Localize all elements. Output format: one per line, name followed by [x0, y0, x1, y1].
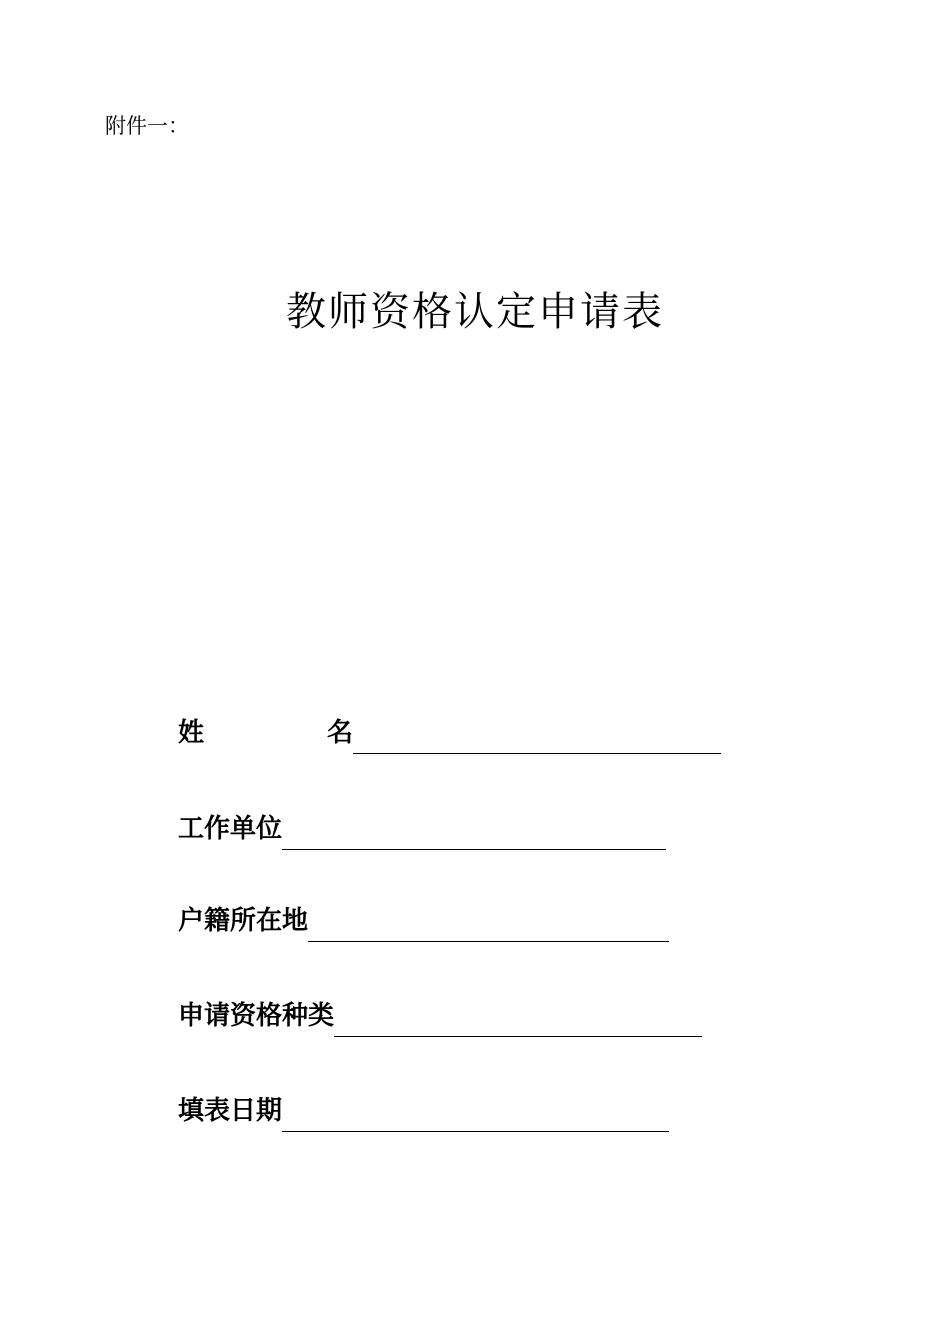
- qualification-type-field: [178, 999, 702, 1033]
- work-unit-field: [178, 812, 666, 846]
- name-field: [178, 716, 721, 750]
- work-unit-label: 工作单位: [178, 814, 283, 844]
- household-registration-label: 户籍所在地: [178, 906, 309, 936]
- attachment-label: 附件一：: [105, 114, 189, 138]
- work-unit-input-line[interactable]: [282, 821, 666, 850]
- household-registration-field: [178, 904, 669, 938]
- name-input-line[interactable]: [353, 725, 721, 754]
- name-label-char-2: 名: [326, 718, 353, 748]
- fill-date-field: [178, 1094, 669, 1128]
- household-registration-input-line[interactable]: [308, 913, 669, 942]
- fill-date-label: 填表日期: [178, 1096, 283, 1126]
- name-label: [178, 716, 353, 750]
- qualification-type-input-line[interactable]: [334, 1008, 702, 1037]
- fill-date-input-line[interactable]: [282, 1103, 669, 1132]
- form-title: 教师资格认定申请表: [286, 289, 664, 335]
- qualification-type-label: 申请资格种类: [178, 1001, 335, 1031]
- name-label-char-1: 姓: [178, 718, 205, 748]
